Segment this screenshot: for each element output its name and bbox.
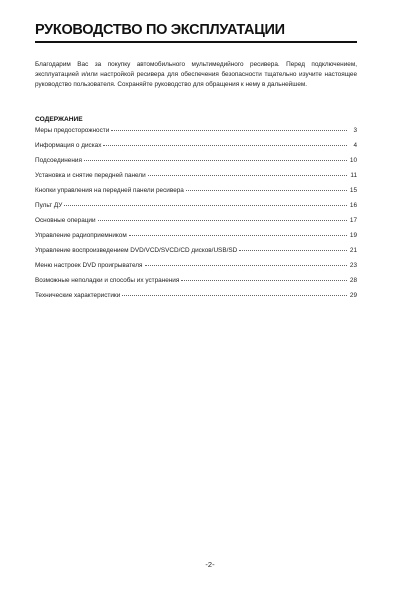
toc-item-disc-info <box>35 142 357 157</box>
toc-dot-leader <box>181 280 347 281</box>
toc-item-dvd-settings-menu <box>35 262 357 277</box>
toc-item-label: Меню настроек DVD проигрывателя <box>35 262 143 269</box>
toc-item-label: Возможные неполадки и способы их устранения <box>35 277 180 284</box>
toc-item-page: 23 <box>349 262 357 269</box>
toc-dot-leader <box>111 130 347 131</box>
toc-item-front-panel-install <box>35 172 357 187</box>
toc-item-label: Пульт ДУ <box>35 202 63 209</box>
toc-item-label: Кнопки управления на передней панели ресивера <box>35 187 184 194</box>
toc-dot-leader <box>145 265 348 266</box>
toc-item-page: 28 <box>349 277 357 284</box>
toc-dot-leader <box>98 220 347 221</box>
toc-item-page: 10 <box>349 157 357 164</box>
toc-item-page: 21 <box>349 247 357 254</box>
toc-item-page: 3 <box>353 127 357 134</box>
toc-dot-leader <box>103 145 347 146</box>
toc-item-precautions <box>35 127 357 142</box>
toc-item-page: 19 <box>349 232 357 239</box>
toc-item-page: 16 <box>349 202 357 209</box>
toc-item-label: Управление воспроизведением DVD/VCD/SVCD/CD дисков/USB/SD <box>35 247 238 254</box>
toc-item-basic-operations <box>35 217 357 232</box>
toc-heading: СОДЕРЖАНИЕ <box>35 116 83 123</box>
toc-item-front-panel-buttons <box>35 187 357 202</box>
toc-item-page: 15 <box>349 187 357 194</box>
toc-item-label: Подсоединения <box>35 157 82 164</box>
title-underline <box>35 41 357 43</box>
toc-item-radio-control <box>35 232 357 247</box>
toc-dot-leader <box>239 250 347 251</box>
page-title: РУКОВОДСТВО ПО ЭКСПЛУАТАЦИИ <box>35 22 285 38</box>
toc-dot-leader <box>122 295 347 296</box>
toc-item-label: Информация о дисках <box>35 142 102 149</box>
toc-dot-leader <box>186 190 347 191</box>
toc-item-page: 29 <box>349 292 357 299</box>
toc-dot-leader <box>84 160 347 161</box>
toc-item-page: 17 <box>349 217 357 224</box>
toc-item-label: Установка и снятие передней панели <box>35 172 146 179</box>
toc-item-troubleshooting <box>35 277 357 292</box>
toc-item-page: 11 <box>350 172 357 179</box>
toc-item-connections <box>35 157 357 172</box>
page-number: -2- <box>205 560 215 569</box>
toc-item-label: Основные операции <box>35 217 96 224</box>
toc-dot-leader <box>129 235 347 236</box>
toc-dot-leader <box>148 175 347 176</box>
table-of-contents <box>35 127 357 307</box>
toc-dot-leader <box>64 205 347 206</box>
toc-item-remote-control <box>35 202 357 217</box>
toc-item-label: Меры предосторожности <box>35 127 110 134</box>
toc-item-playback-control <box>35 247 357 262</box>
toc-item-label: Управление радиоприемником <box>35 232 127 239</box>
toc-item-specifications <box>35 292 357 307</box>
intro-paragraph: Благодарим Вас за покупку автомобильного мультимедийного ресивера. Перед подключением, эксплуатацией и/или настройкой ресивера для обеспечения безопасности тщательно изучите настоящее руководство пользователя. Сохраняйте руководство для обращения к нему в дальнейшем. <box>35 61 357 88</box>
toc-item-page: 4 <box>353 142 357 149</box>
toc-item-label: Технические характеристики <box>35 292 121 299</box>
